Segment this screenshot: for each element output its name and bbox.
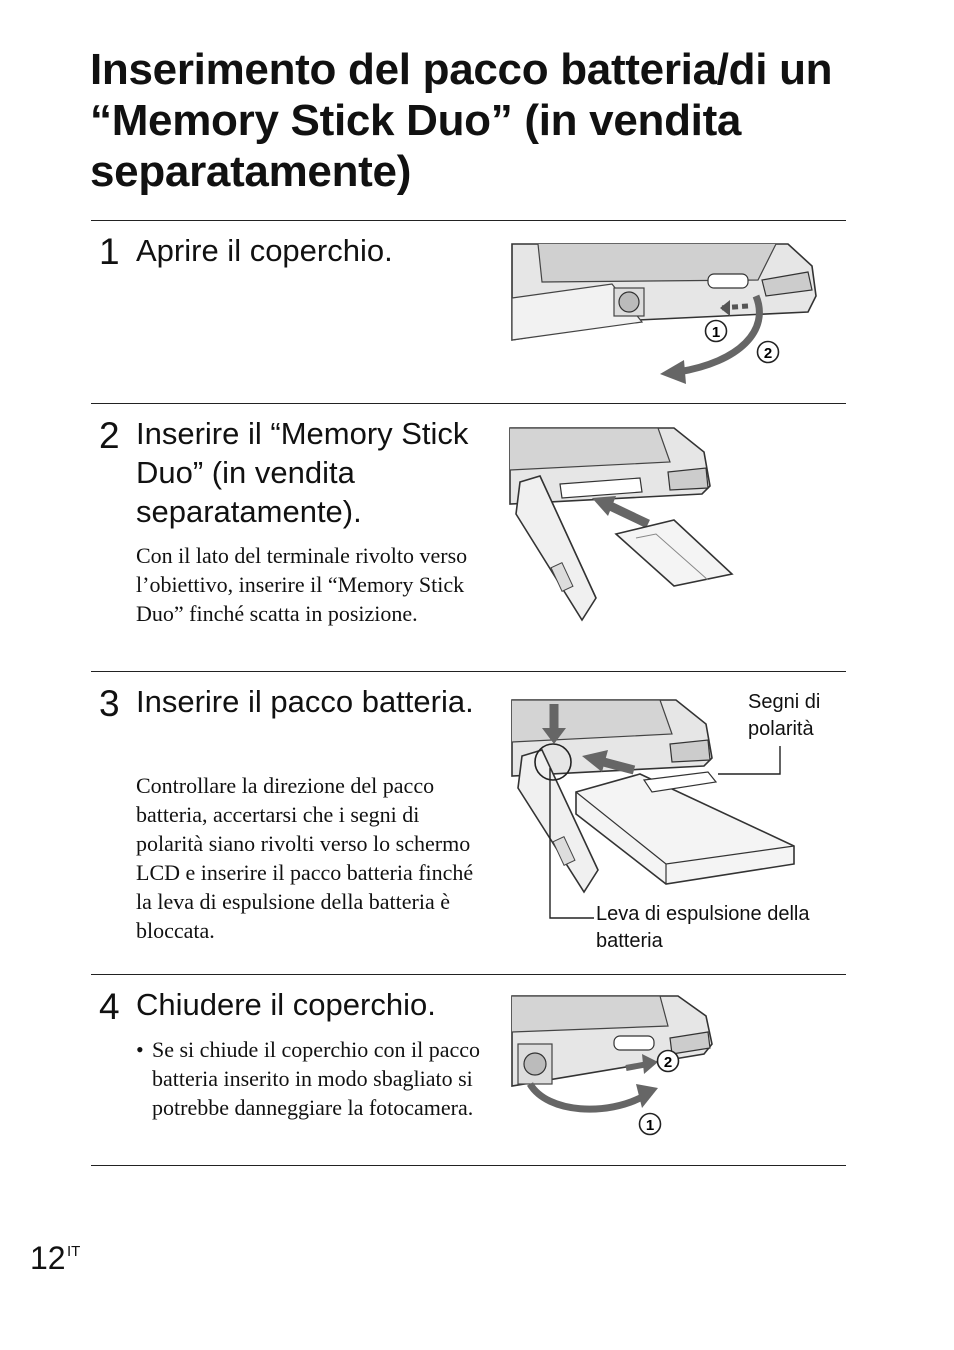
step-1-heading: Aprire il coperchio. — [136, 233, 393, 268]
insert-memory-stick-illustration — [506, 424, 738, 624]
divider — [91, 220, 846, 221]
step-2-body: Con il lato del terminale rivolto verso l’obiettivo, inserire il “Memory Stick Duo” finché scatta in posizione. — [136, 543, 468, 626]
polarity-marks-label: Segni di polarità — [748, 691, 821, 740]
open-cover-illustration — [508, 240, 820, 386]
step-1-number: 1 — [99, 231, 120, 272]
divider — [91, 671, 846, 672]
step-4-bullet — [136, 1035, 497, 1122]
step-4-bullet-text: Se si chiude il coperchio con il pacco batteria inserito in modo sbagliato si potrebbe danneggiare la fotocamera. — [152, 1037, 481, 1120]
page-number: 12 — [30, 1240, 66, 1276]
step-2-heading: Inserire il “Memory Stick Duo” (in vendita separatamente). — [136, 416, 469, 529]
step-1-marker-2-label: 2 — [763, 345, 773, 362]
step-4-heading: Chiudere il coperchio. — [136, 987, 436, 1022]
divider — [91, 974, 846, 975]
page-language-suffix: IT — [67, 1243, 81, 1260]
step-4-marker-1-label: 1 — [645, 1117, 655, 1134]
divider — [91, 1165, 846, 1166]
step-3-heading: Inserire il pacco batteria. — [136, 684, 474, 719]
step-1-marker-1-label: 1 — [711, 324, 721, 341]
bullet-dot: • — [136, 1037, 144, 1062]
battery-eject-lever-label: Leva di espulsione della batteria — [596, 903, 810, 952]
step-3-number: 3 — [99, 683, 120, 724]
step-3-body: Controllare la direzione del pacco batteria, accertarsi che i segni di polarità siano rivolti verso lo schermo LCD e inserire il pacco batteria finché la leva di espulsione della batteria è bloccata. — [136, 773, 474, 943]
close-cover-illustration — [508, 992, 720, 1138]
step-2-number: 2 — [99, 415, 120, 456]
step-4-number: 4 — [99, 986, 120, 1027]
step-4-marker-2-label: 2 — [663, 1054, 673, 1071]
page-title: Inserimento del pacco batteria/di un “Memory Stick Duo” (in vendita separatamente) — [90, 45, 833, 196]
divider — [91, 403, 846, 404]
